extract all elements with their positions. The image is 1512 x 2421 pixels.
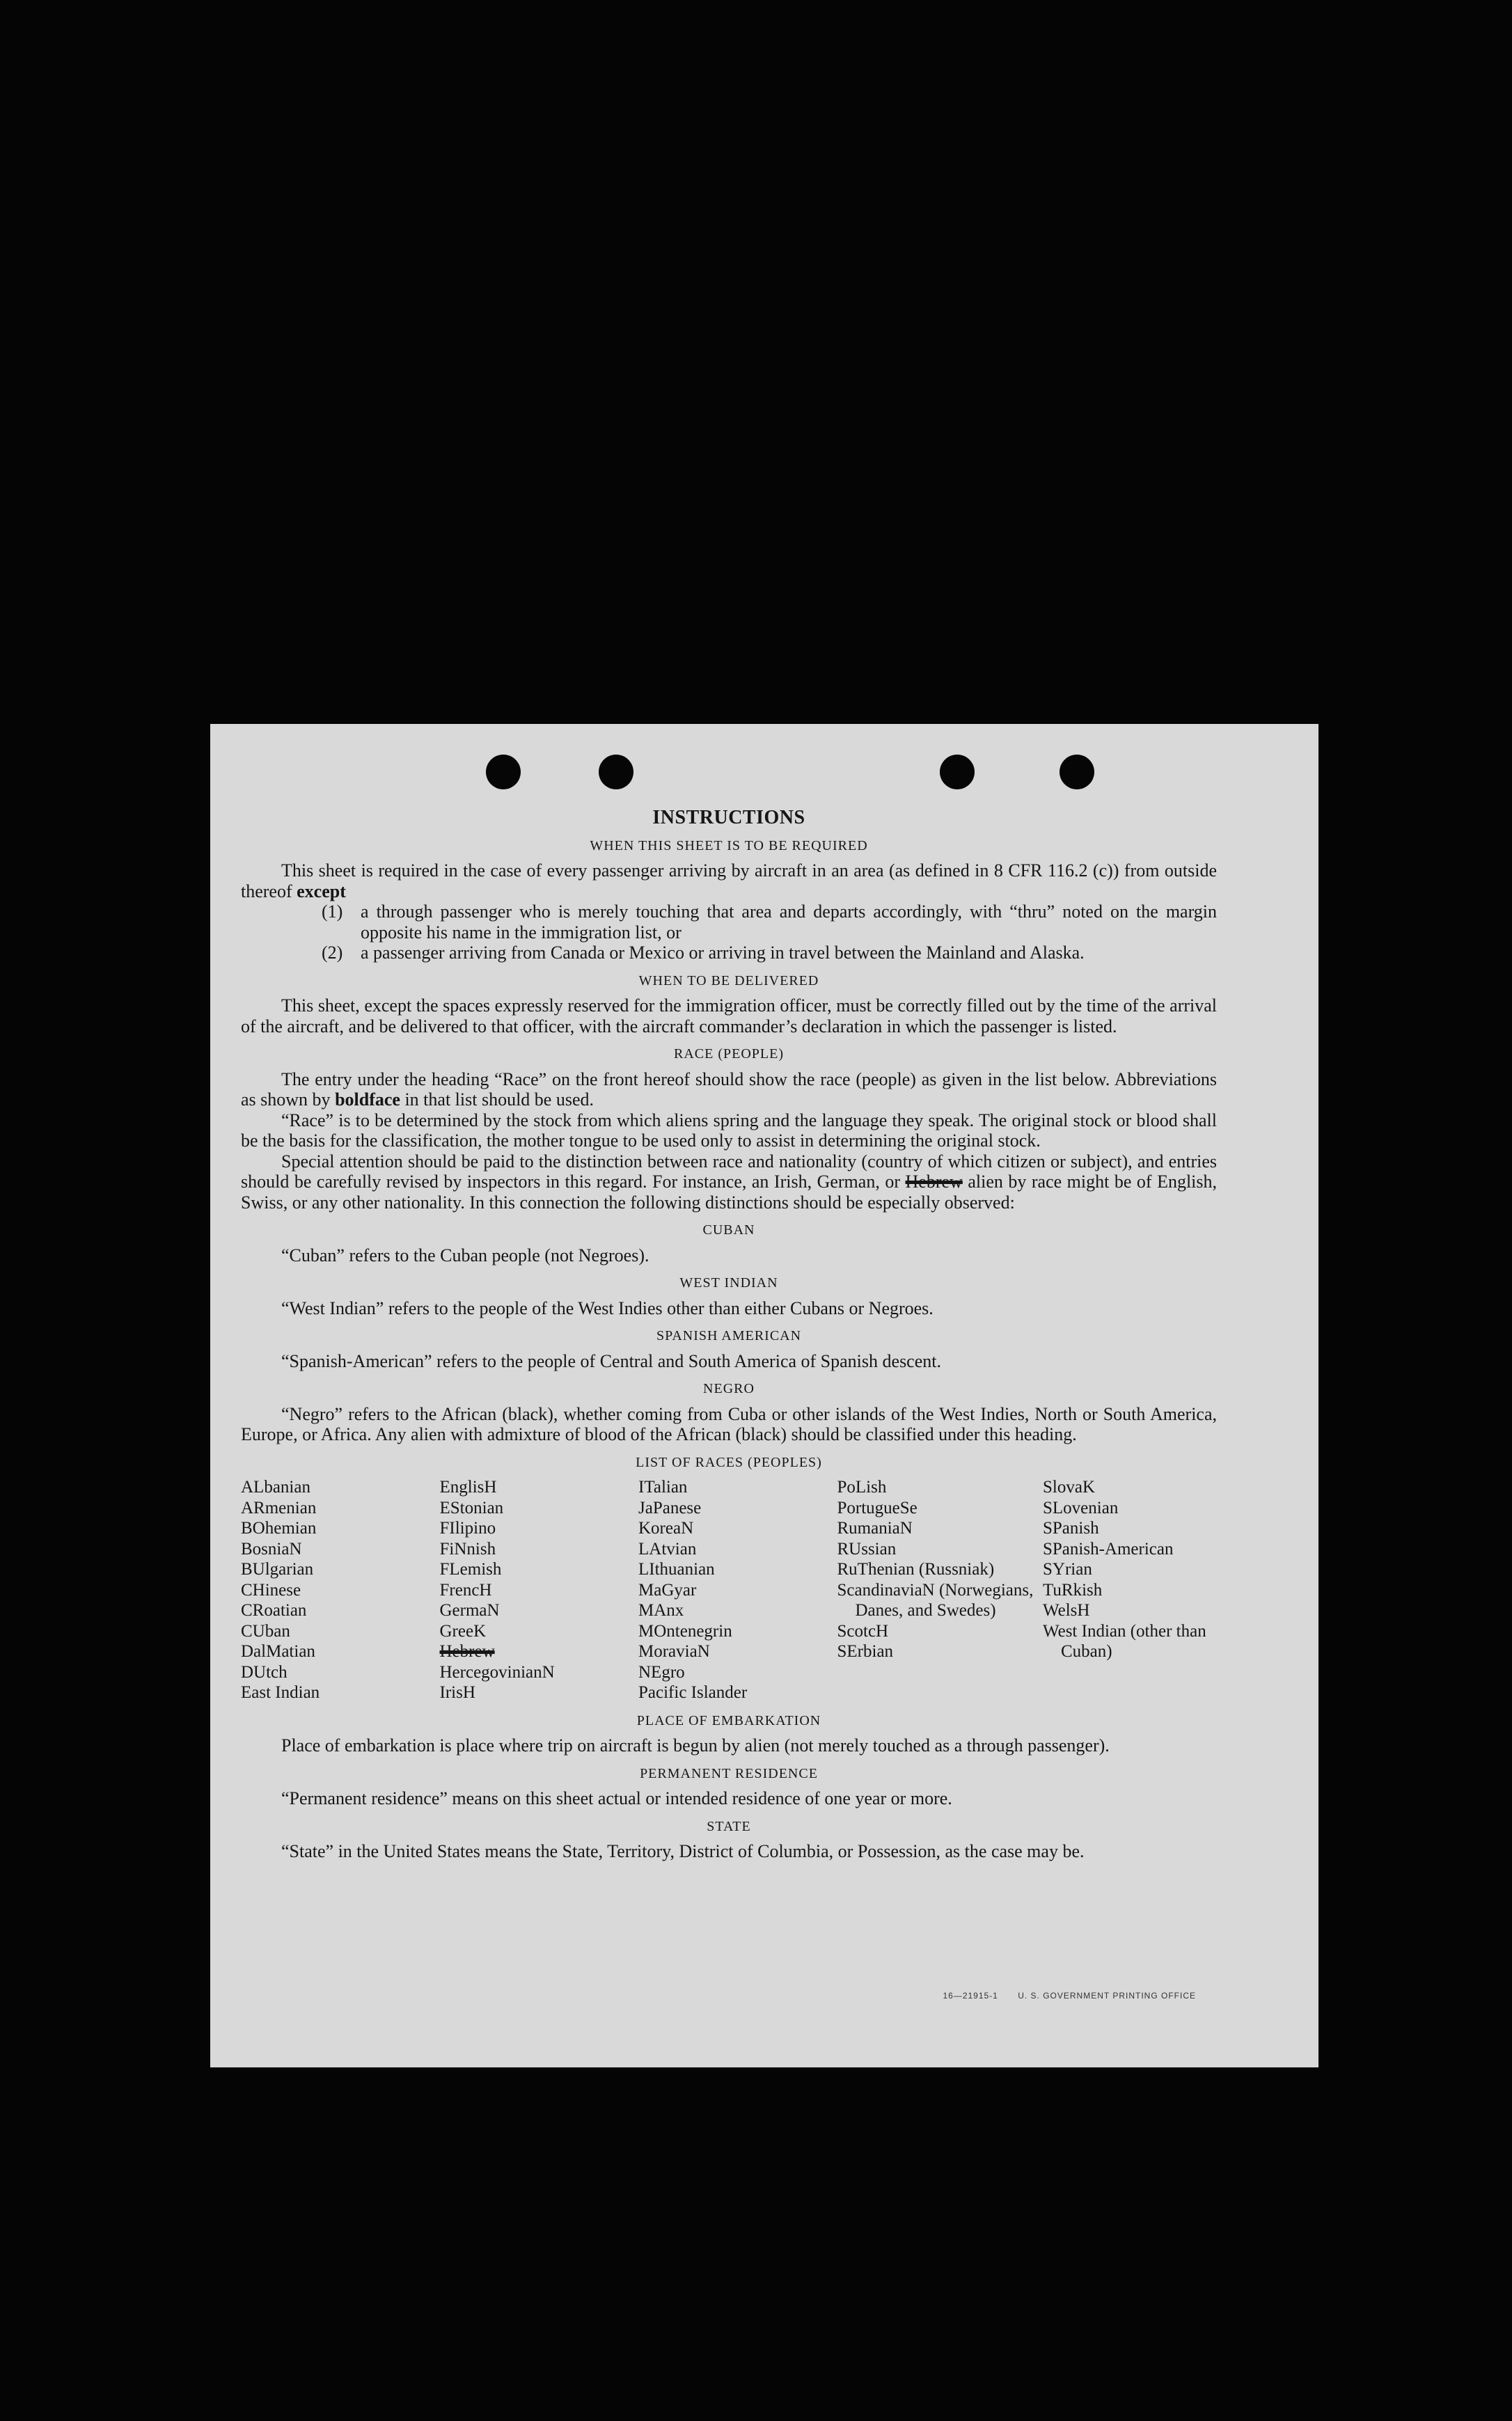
race-entry: Pacific Islander bbox=[638, 1683, 748, 1702]
race-entry: CUban bbox=[241, 1621, 290, 1641]
race-entry: SErbian bbox=[837, 1642, 894, 1661]
race-entry: MOntenegrin bbox=[638, 1621, 732, 1641]
race-entry: EnglisH bbox=[439, 1478, 497, 1497]
race-entry: MoraviaN bbox=[638, 1642, 710, 1661]
paragraph: “Negro” refers to the African (black), whether coming from Cuba or other islands of the West Indies, North or South America, Europe, or Africa. Any alien with admixture of blood of the African (black) should be classified under this heading. bbox=[241, 1403, 1217, 1444]
race-column bbox=[241, 1477, 436, 1703]
punch-hole bbox=[599, 755, 633, 789]
form-footer bbox=[926, 1991, 1196, 2001]
race-entry: ARmenian bbox=[241, 1498, 317, 1517]
section-heading: WHEN TO BE DELIVERED bbox=[638, 972, 819, 988]
section-heading: WHEN THIS SHEET IS TO BE REQUIRED bbox=[590, 837, 868, 853]
document-title: INSTRUCTIONS bbox=[652, 807, 805, 828]
race-entry: SYrian bbox=[1043, 1560, 1092, 1579]
race-entry: DalMatian bbox=[241, 1642, 315, 1661]
race-entry: DUtch bbox=[241, 1662, 288, 1682]
race-entry: JaPanese bbox=[638, 1498, 702, 1517]
race-entry: NEgro bbox=[638, 1662, 685, 1682]
race-entry: SlovaK bbox=[1043, 1478, 1095, 1497]
race-entry: HercegovinianN bbox=[439, 1662, 555, 1682]
race-entry: GreeK bbox=[439, 1621, 487, 1641]
race-entry: BosniaN bbox=[241, 1539, 302, 1559]
section-heading: NEGRO bbox=[703, 1381, 755, 1396]
paragraph: “Race” is to be determined by the stock from which aliens spring and the language they speak. The original stock or blood shall be the basis for the classification, the mother tongue to be used only to assist in determining the original stock. bbox=[241, 1110, 1217, 1151]
race-entry: ScandinaviaN (Norwegians, Danes, and Swedes) bbox=[837, 1580, 1034, 1620]
race-entry: West Indian (other than Cuban) bbox=[1043, 1621, 1206, 1661]
race-entry: Hebrew bbox=[439, 1642, 495, 1661]
paragraph: Special attention should be paid to the distinction between race and nationality (country of which citizen or subject), and entries should be carefully revised by inspectors in this regard. For instance, an Irish, German, or Hebrew alien by race might be of English, Swiss, or any other nationality. In this connection the following distinctions should be especially observed: bbox=[241, 1151, 1218, 1213]
race-entry: FIlipino bbox=[439, 1519, 496, 1538]
race-entry: BOhemian bbox=[241, 1519, 317, 1538]
race-entry: ALbanian bbox=[241, 1478, 310, 1497]
paragraph: Place of embarkation is place where trip on aircraft is begun by alien (not merely touched as a through passenger). bbox=[281, 1735, 1110, 1756]
race-column bbox=[1043, 1477, 1217, 1703]
race-entry: KoreaN bbox=[638, 1519, 694, 1538]
printer-name: U. S. GOVERNMENT PRINTING OFFICE bbox=[1018, 1991, 1196, 2001]
section-heading: STATE bbox=[707, 1818, 751, 1834]
race-entry: MaGyar bbox=[638, 1580, 697, 1600]
race-entry: CHinese bbox=[241, 1580, 301, 1600]
race-entry: IrisH bbox=[439, 1683, 475, 1702]
paragraph: “State” in the United States means the State, Territory, District of Columbia, or Possession, as the case may be. bbox=[281, 1841, 1085, 1861]
paragraph: “West Indian” refers to the people of the West Indies other than either Cubans or Negroes. bbox=[281, 1298, 934, 1318]
race-entry: FLemish bbox=[439, 1560, 502, 1579]
section-heading: WEST INDIAN bbox=[679, 1275, 778, 1291]
punch-hole bbox=[1060, 755, 1094, 789]
paragraph: “Cuban” refers to the Cuban people (not Negroes). bbox=[281, 1245, 649, 1265]
race-column bbox=[837, 1477, 1039, 1703]
section-heading: CUBAN bbox=[702, 1222, 755, 1238]
section-heading: SPANISH AMERICAN bbox=[656, 1328, 802, 1343]
race-column bbox=[638, 1477, 833, 1703]
race-entry: TuRkish bbox=[1043, 1580, 1103, 1600]
race-entry: LIthuanian bbox=[638, 1560, 715, 1579]
paragraph: “Spanish-American” refers to the people of Central and South America of Spanish descent. bbox=[281, 1350, 941, 1371]
document-body bbox=[241, 807, 1217, 1862]
race-entry: ScotcH bbox=[837, 1621, 889, 1641]
race-list bbox=[241, 1477, 1217, 1703]
race-entry: RumaniaN bbox=[837, 1519, 913, 1538]
section-heading: PERMANENT RESIDENCE bbox=[640, 1765, 818, 1781]
race-entry: CRoatian bbox=[241, 1601, 307, 1620]
race-entry: East Indian bbox=[241, 1683, 320, 1702]
race-entry: PoLish bbox=[837, 1478, 887, 1497]
race-entry: GermaN bbox=[439, 1601, 500, 1620]
race-entry: LAtvian bbox=[638, 1539, 697, 1559]
paragraph: This sheet is required in the case of every passenger arriving by aircraft in an area (as defined in 8 CFR 116.2 (c)) from outside thereof except bbox=[241, 860, 1217, 901]
section-heading: LIST OF RACES (PEOPLES) bbox=[636, 1454, 822, 1470]
section-heading: RACE (PEOPLE) bbox=[674, 1046, 784, 1062]
race-entry: WelsH bbox=[1043, 1601, 1090, 1620]
race-entry: ITalian bbox=[638, 1478, 688, 1497]
race-entry: PortugueSe bbox=[837, 1498, 918, 1517]
race-entry: RUssian bbox=[837, 1539, 897, 1559]
punch-hole bbox=[486, 755, 521, 789]
race-column bbox=[440, 1477, 635, 1703]
document-sheet bbox=[210, 724, 1318, 2067]
paragraph: This sheet, except the spaces expressly reserved for the immigration officer, must be correctly filled out by the time of the arrival of the aircraft, and be delivered to that officer, with the aircraft commander’s declaration in which the passenger is listed. bbox=[241, 995, 1217, 1036]
form-code: 16—21915-1 bbox=[943, 1991, 998, 2001]
punch-hole bbox=[940, 755, 975, 789]
list-item: (2) a passenger arriving from Canada or Mexico or arriving in travel between the Mainland and Alaska. bbox=[322, 943, 1085, 963]
race-entry: MAnx bbox=[638, 1601, 684, 1620]
race-entry: FiNnish bbox=[439, 1539, 496, 1559]
race-entry: RuThenian (Russniak) bbox=[837, 1560, 995, 1579]
race-entry: BUlgarian bbox=[241, 1560, 314, 1579]
race-entry: SLovenian bbox=[1043, 1498, 1119, 1517]
race-entry: EStonian bbox=[439, 1498, 504, 1517]
list-item: (1) a through passenger who is merely touching that area and departs accordingly, with “thru” noted on the margin opposite his name in the immigration list, or bbox=[322, 901, 1217, 943]
paragraph: The entry under the heading “Race” on the front hereof should show the race (people) as given in the list below. Abbreviations as shown by boldface in that list should be used. bbox=[241, 1068, 1217, 1110]
section-heading: PLACE OF EMBARKATION bbox=[636, 1712, 821, 1728]
paragraph: “Permanent residence” means on this sheet actual or intended residence of one year or more. bbox=[281, 1788, 952, 1808]
race-entry: SPanish bbox=[1043, 1519, 1099, 1538]
race-entry: SPanish-American bbox=[1043, 1539, 1174, 1559]
race-entry: FrencH bbox=[439, 1580, 492, 1600]
